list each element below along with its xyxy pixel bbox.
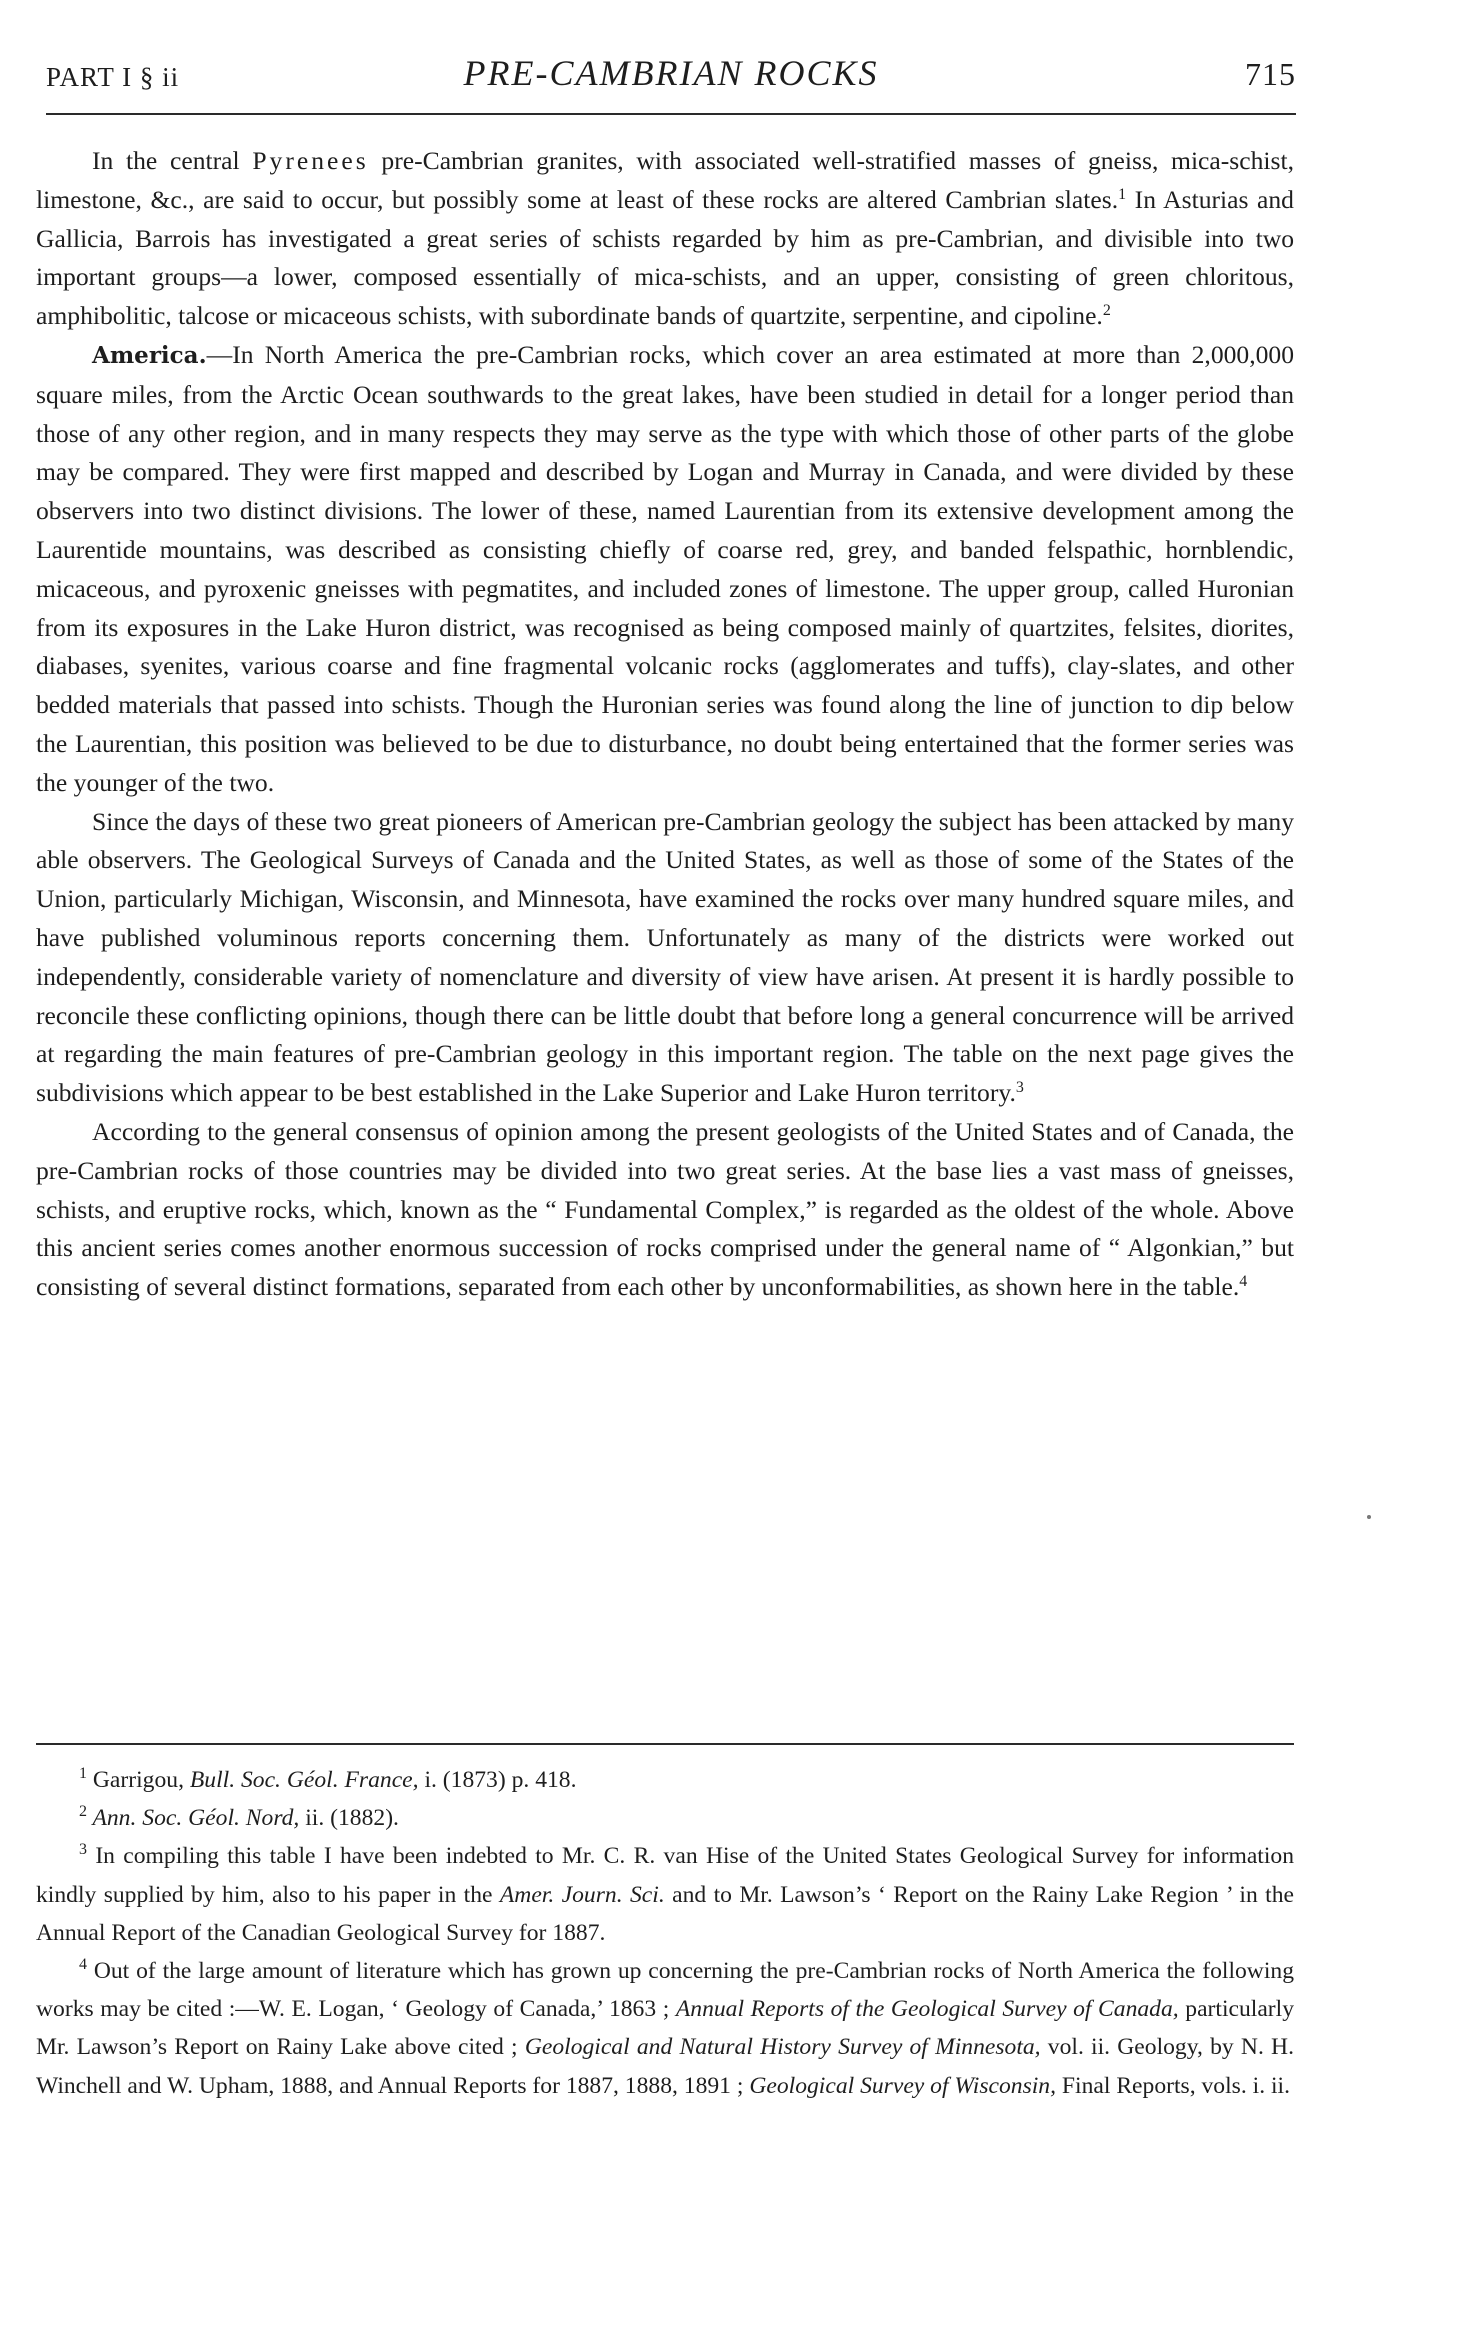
footnote-1: $^1$ Garrigou, Bull. Soc. Géol. France, i. (1873) p. 418.: [79, 1765, 577, 1793]
footnote-ref-3[interactable]: 3: [1015, 1079, 1024, 1097]
spaced-word: Pyrenees: [252, 146, 369, 175]
footnote-rule: [36, 1743, 1294, 1745]
section-reference: PART I § ii: [46, 62, 180, 92]
page-number: 715: [1245, 56, 1296, 92]
footnote-mark: 1: [79, 1765, 87, 1782]
footnote-2: $^2$ Ann. Soc. Géol. Nord, ii. (1882).: [79, 1803, 399, 1832]
running-head: [46, 52, 1296, 102]
paragraph-america: America.—In North America the pre-Cambrian rocks, which cover an area estimated at more than 2,000,000 square miles, from the Arctic Ocean southwards to the great lakes, have been studied in detail for a longer period than those of any other region, and in many respects they may serve as the type with which those of other parts of the globe may be compared. They were first mapped and described by Logan and Murray in Canada, and were divided by these observers into two distinct divisions. The lower of these, named Laurentian from its extensive development among the Laurentide mountains, was described as consisting chiefly of coarse red, grey, and banded felspathic, hornblendic, micaceous, and pyroxenic gneisses with pegmatites, and included zones of limestone. The upper group, called Huronian from its exposures in the Lake Huron district, was recognised as being composed mainly of quartzites, felsites, diorites, diabases, syenites, various coarse and fine fragmental volcanic rocks (agglomerates and tuffs), clay-slates, and other bedded materials that passed into schists. Though the Huronian series was found along the line of junction to dip below the Laurentian, this position was believed to be due to disturbance, no doubt being entertained that the former series was the younger of the two.: [36, 339, 1294, 797]
margin-mark: [1367, 1515, 1371, 1519]
paragraph-consensus: According to the general consensus of opinion among the present geologists of the United States and of Canada, the pre-Cambrian rocks of those countries may be divided into two great series. At the base lies a vast mass of gneisses, schists, and eruptive rocks, which, known as the “ Fundamental Complex,” is regarded as the oldest of the whole. Above this ancient series comes another enormous succession of rocks comprised under the general name of “ Algonkian,” but consisting of several distinct formations, separated from each other by unconformabilities, as shown here in the table.$^4$: [36, 1116, 1294, 1302]
body-text: [36, 142, 1294, 1307]
footnote-ref-2[interactable]: 2: [1102, 302, 1111, 320]
footnote-ref-1[interactable]: 1: [1118, 185, 1127, 203]
footnote-mark: 4: [79, 1956, 87, 1974]
footnote-4: $^4$ Out of the large amount of literature which has grown up concerning the pre-Cambrian rocks of North America the following works may be cited :—W. E. Logan, ‘ Geology of Canada,’ 1863 ; Annual Reports of the Geological Survey of Canada, particularly Mr. Lawson’s Report on Rainy Lake above cited ; Geological and Natural History Survey of Minnesota, vol. ii. Geology, by N. H. Winchell and W. Upham, 1888, and Annual Reports for 1887, 1888, 1891 ; Geological Survey of Wisconsin, Final Reports, vols. i. ii.: [36, 1956, 1295, 2099]
footnote-mark: 3: [79, 1841, 87, 1859]
footnotes: [36, 1761, 1294, 2105]
header-rule: [46, 113, 1296, 115]
footnote-ref-4[interactable]: 4: [1239, 1273, 1248, 1291]
section-heading-america: America.: [92, 341, 207, 369]
footnote-3: $^3$ In compiling this table I have been indebted to Mr. C. R. van Hise of the United States Geological Survey for information kindly supplied by him, also to his paper in the Amer. Journ. Sci. and to Mr. Lawson’s ‘ Report on the Rainy Lake Region ’ in the Annual Report of the Canadian Geological Survey for 1887.: [36, 1841, 1294, 1946]
footnote-mark: 2: [79, 1803, 87, 1821]
paragraph-pioneers: Since the days of these two great pioneers of American pre-Cambrian geology the subject has been attacked by many able observers. The Geological Surveys of Canada and the United States, as well as those of some of the States of the Union, particularly Michigan, Wisconsin, and Minnesota, have examined the rocks over many hundred square miles, and have published voluminous reports concerning them. Unfortunately as many of the districts were worked out independently, considerable variety of nomenclature and diversity of view have arisen. At present it is hardly possible to reconcile these conflicting opinions, though there can be little doubt that before long a general concurrence will be arrived at regarding the main features of pre-Cambrian geology in this important region. The table on the next page gives the subdivisions which appear to be best established in the Lake Superior and Lake Huron territory.$^3$: [36, 806, 1294, 1108]
paragraph-pyrenees: In the central Pyrenees pre-Cambrian granites, with associated well-stratified masses of gneiss, mica-schist, limestone, &c., are said to occur, but possibly some at least of these rocks are altered Cambrian slates.$^1$ In Asturias and Gallicia, Barrois has investigated a great series of schists regarded by him as pre-Cambrian, and divisible into two important groups—a lower, composed essentially of mica-schists, and an upper, consisting of green chloritous, amphibolitic, talcose or micaceous schists, with subordinate bands of quartzite, serpentine, and cipoline.$^2$: [36, 146, 1294, 331]
page-title: PRE-CAMBRIAN ROCKS: [463, 53, 879, 93]
